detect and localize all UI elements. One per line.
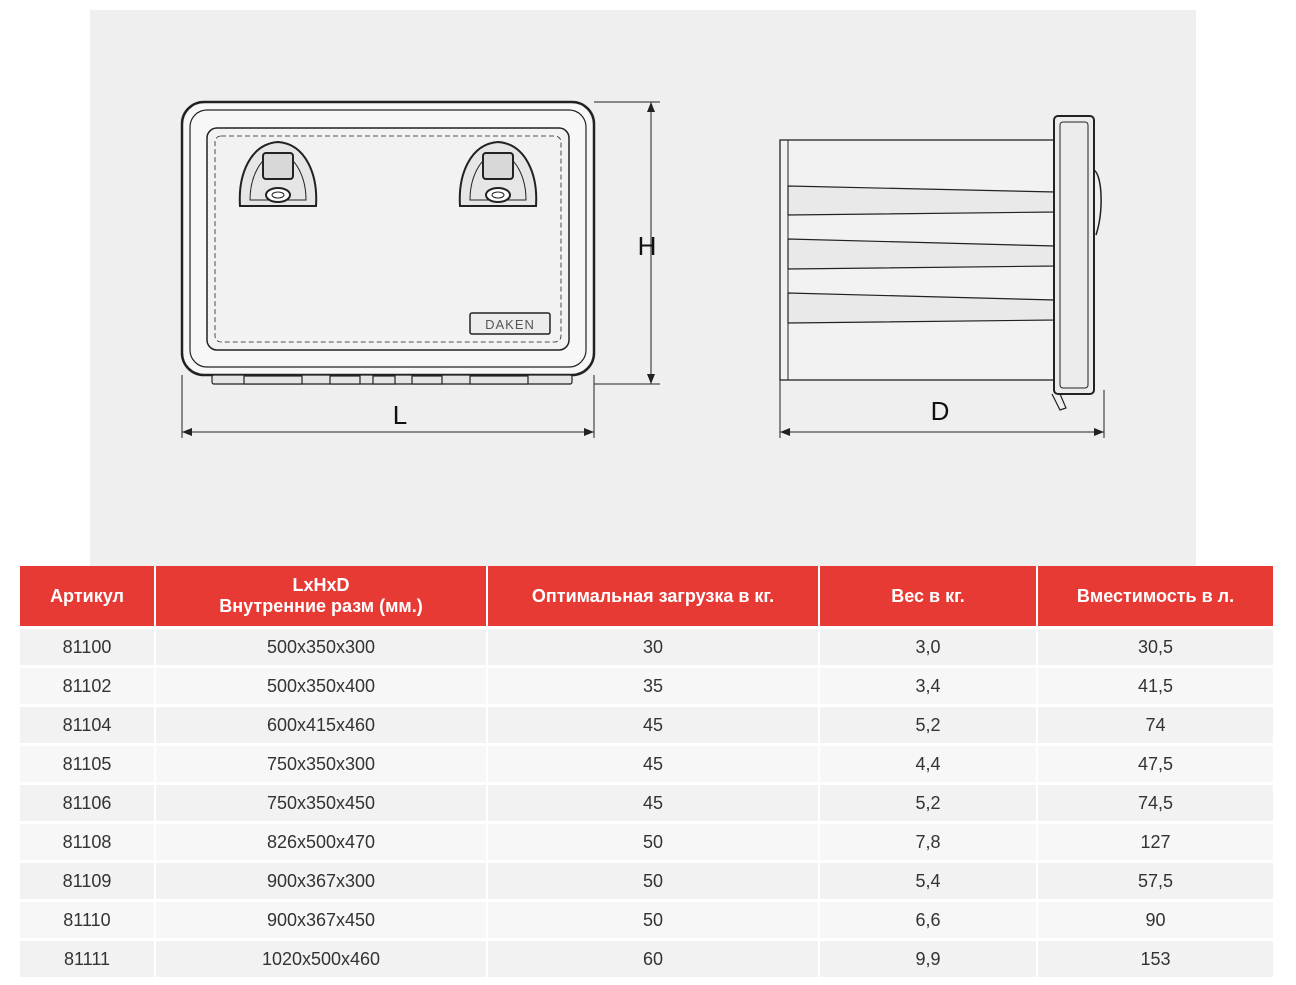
cell-capacity: 90: [1038, 899, 1273, 938]
cell-size: 500x350x300: [156, 626, 488, 665]
cell-weight: 6,6: [820, 899, 1038, 938]
cell-load: 50: [488, 821, 820, 860]
cell-capacity: 74,5: [1038, 782, 1273, 821]
cell-weight: 4,4: [820, 743, 1038, 782]
cell-capacity: 153: [1038, 938, 1273, 977]
cell-article: 81109: [20, 860, 156, 899]
cell-load: 60: [488, 938, 820, 977]
cell-capacity: 57,5: [1038, 860, 1273, 899]
table-header-row: [20, 566, 1273, 626]
cell-article: 81100: [20, 626, 156, 665]
cell-weight: 5,2: [820, 782, 1038, 821]
daken-logo-text: DAKEN: [485, 317, 535, 332]
cell-size: 500x350x400: [156, 665, 488, 704]
cell-load: 45: [488, 743, 820, 782]
front-view: [182, 102, 660, 438]
cell-size: 750x350x450: [156, 782, 488, 821]
header-weight: Вес в кг.: [820, 566, 1038, 626]
bottom-feet: [212, 375, 572, 384]
header-capacity: Вместимость в л.: [1038, 566, 1273, 626]
cell-load: 45: [488, 782, 820, 821]
cell-size: 1020x500x460: [156, 938, 488, 977]
cell-size: 900x367x450: [156, 899, 488, 938]
specifications-table: [20, 566, 1273, 977]
table-row: [20, 938, 1273, 977]
height-dimension-label: H: [637, 231, 657, 261]
table-row: [20, 821, 1273, 860]
table-row: [20, 704, 1273, 743]
header-size-line2: Внутренние разм (мм.): [219, 596, 423, 616]
cell-article: 81104: [20, 704, 156, 743]
cell-weight: 3,4: [820, 665, 1038, 704]
cell-load: 30: [488, 626, 820, 665]
cell-capacity: 74: [1038, 704, 1273, 743]
header-size: [156, 566, 488, 626]
cell-capacity: 47,5: [1038, 743, 1273, 782]
cell-article: 81106: [20, 782, 156, 821]
cell-article: 81108: [20, 821, 156, 860]
header-article: Артикул: [20, 566, 156, 626]
header-load: Оптимальная загрузка в кг.: [488, 566, 820, 626]
cell-article: 81102: [20, 665, 156, 704]
table-row: [20, 743, 1273, 782]
cell-capacity: 127: [1038, 821, 1273, 860]
technical-drawing-panel: [90, 10, 1196, 566]
toolbox-drawing: [90, 10, 1196, 566]
cell-size: 900x367x300: [156, 860, 488, 899]
cell-capacity: 30,5: [1038, 626, 1273, 665]
length-dimension-label: L: [392, 400, 408, 430]
cell-weight: 7,8: [820, 821, 1038, 860]
cell-weight: 3,0: [820, 626, 1038, 665]
table-row: [20, 626, 1273, 665]
cell-weight: 9,9: [820, 938, 1038, 977]
cell-capacity: 41,5: [1038, 665, 1273, 704]
depth-dimension-label: D: [930, 396, 950, 426]
header-size-line1: LxHxD: [292, 575, 350, 595]
cell-article: 81110: [20, 899, 156, 938]
cell-load: 50: [488, 860, 820, 899]
side-view: [780, 116, 1104, 438]
cell-size: 750x350x300: [156, 743, 488, 782]
cell-article: 81105: [20, 743, 156, 782]
table-row: [20, 782, 1273, 821]
cell-load: 45: [488, 704, 820, 743]
table-row: [20, 899, 1273, 938]
cell-size: 826x500x470: [156, 821, 488, 860]
table-row: [20, 860, 1273, 899]
cell-load: 35: [488, 665, 820, 704]
cell-article: 81111: [20, 938, 156, 977]
cell-load: 50: [488, 899, 820, 938]
cell-size: 600x415x460: [156, 704, 488, 743]
table-row: [20, 665, 1273, 704]
cell-weight: 5,4: [820, 860, 1038, 899]
cell-weight: 5,2: [820, 704, 1038, 743]
